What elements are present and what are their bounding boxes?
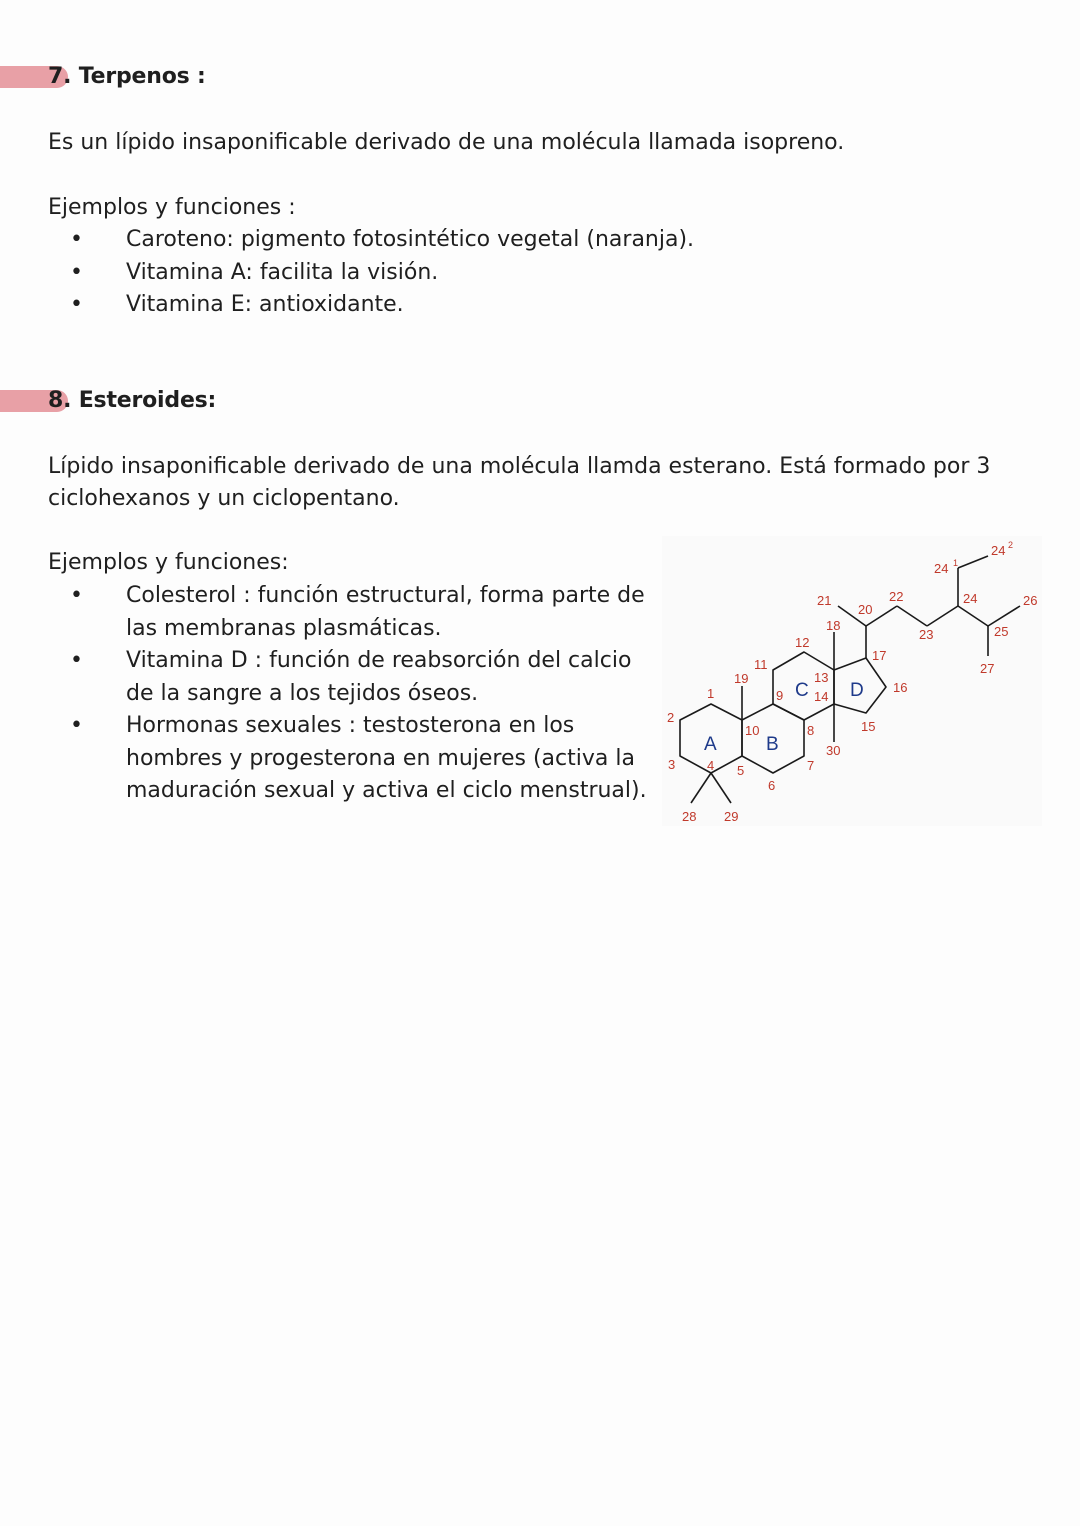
carbon-number: 5 [737,763,745,778]
ring-label-d: D [850,680,864,701]
list-item [48,257,694,290]
list-item-text: de la sangre a los tejidos óseos. [126,680,479,706]
ring-label-a: A [704,734,717,755]
carbon-number: 28 [682,809,697,824]
esteroides-list [48,580,647,808]
esteroides-description-line1: Lípido insaponificable derivado de una molécula llamda esterano. Está formado por 3 [48,454,991,479]
carbon-number: 29 [724,809,739,824]
carbon-number: 4 [707,758,715,773]
carbon-number-superscript: 2 [1008,540,1014,550]
esteroides-description-line2: ciclohexanos y un ciclopentano. [48,486,400,511]
carbon-number: 19 [734,671,749,686]
carbon-number: 16 [893,680,908,695]
carbon-number: 2 [667,710,675,725]
list-item-text: Vitamina E: antioxidante. [126,292,404,317]
list-item [48,224,694,257]
carbon-number: 8 [807,723,815,738]
list-item-text: Vitamina D : función de reabsorción del calcio [126,648,632,673]
list-item-text: Hormonas sexuales : testosterona en los [126,713,575,738]
list-item-text: las membranas plasmáticas. [126,615,442,641]
carbon-number: 24 [963,591,978,606]
carbon-number: 11 [754,657,768,672]
list-item [48,580,647,645]
section-heading-terpenos: 7. Terpenos : [48,64,206,89]
bullet-icon: • [70,227,83,252]
carbon-number: 3 [668,757,676,772]
ring-label-c: C [795,680,809,701]
carbon-number: 9 [776,688,784,703]
bullet-icon: • [70,259,83,285]
carbon-number: 14 [814,689,829,704]
terpenos-list [48,224,694,322]
list-item-text: Vitamina A: facilita la visión. [126,259,439,285]
carbon-number: 25 [994,624,1009,639]
list-item-text: Colesterol : función estructural, forma parte de [126,583,645,608]
bullet-icon: • [70,648,83,673]
carbon-number: 26 [1023,593,1038,608]
esteroides-examples-label: Ejemplos y funciones: [48,550,289,575]
carbon-number: 24 [934,561,949,576]
list-item-text: maduración sexual y activa el ciclo menstrual). [126,778,647,803]
carbon-number: 13 [814,670,829,685]
carbon-number: 1 [707,686,715,701]
carbon-number: 22 [889,589,904,604]
carbon-number: 15 [861,719,876,734]
carbon-number: 24 [991,543,1006,558]
carbon-number: 6 [768,778,776,793]
carbon-number: 23 [919,627,934,642]
section-heading-esteroides: 8. Esteroides: [48,388,217,413]
steroid-skeleton-diagram [662,536,1042,826]
list-item [48,289,694,322]
ring-label-b: B [766,734,779,755]
carbon-number: 21 [817,593,832,608]
carbon-number-superscript: 1 [953,558,959,568]
bullet-icon: • [70,713,83,738]
carbon-number: 18 [826,618,841,633]
terpenos-examples-label: Ejemplos y funciones : [48,195,296,220]
terpenos-description: Es un lípido insaponificable derivado de una molécula llamada isopreno. [48,130,845,155]
carbon-number: 27 [980,661,995,676]
carbon-number: 20 [858,602,873,617]
list-item-text: hombres y progesterona en mujeres (activa la [126,745,635,771]
carbon-number: 12 [795,635,810,650]
list-item [48,645,647,710]
carbon-number: 10 [745,723,760,738]
carbon-number: 17 [872,648,887,663]
bullet-icon: • [70,292,83,317]
carbon-number: 7 [807,758,815,773]
list-item-text: Caroteno: pigmento fotosintético vegetal (naranja). [126,227,695,252]
bullet-icon: • [70,583,83,608]
list-item [48,710,647,808]
carbon-number: 30 [826,743,841,758]
